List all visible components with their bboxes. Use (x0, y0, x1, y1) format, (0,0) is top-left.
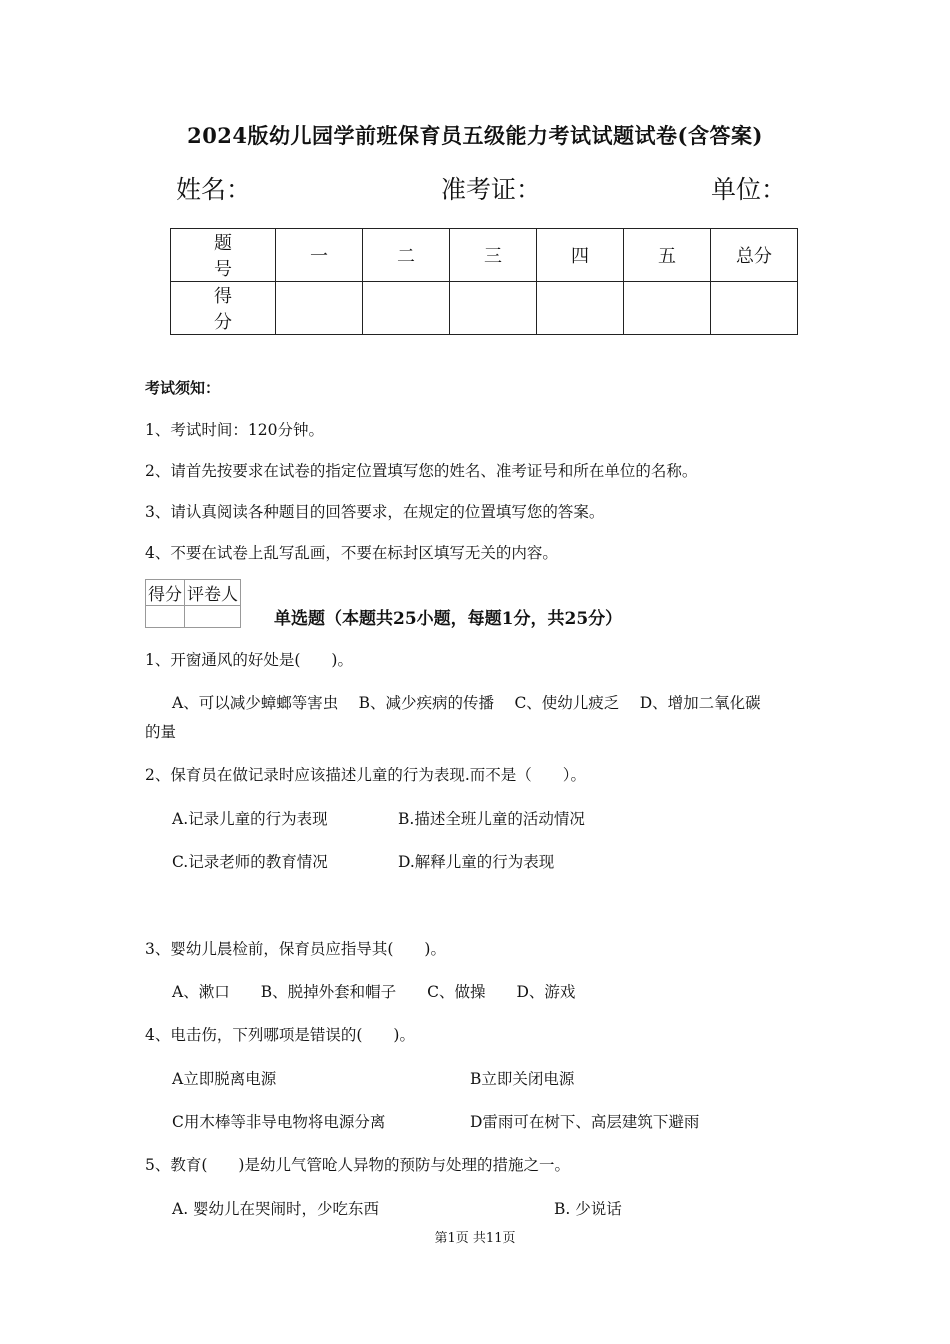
question-2-option-b: B.描述全班儿童的活动情况 (398, 810, 585, 828)
note-item: 2、请首先按要求在试卷的指定位置填写您的姓名、准考证号和所在单位的名称。 (145, 462, 698, 480)
question-4-option-b: B立即关闭电源 (470, 1070, 575, 1088)
score-cell-3 (450, 282, 537, 335)
question-2-stem: 2、保育员在做记录时应该描述儿童的行为表现.而不是（ ）。 (145, 766, 587, 784)
exam-number-field-label: 准考证： (441, 175, 542, 204)
page-footer: 第1页 共11页 (434, 1231, 516, 1246)
question-1-stem: 1、开窗通风的好处是( )。 (145, 651, 353, 669)
score-table-header-row (171, 229, 798, 282)
question-1-options: A、可以减少蟑螂等害虫 B、减少疾病的传播 C、使幼儿疲乏 D、增加二氧化碳 (172, 694, 761, 712)
score-table-header-label: 题 号 (171, 229, 276, 282)
score-table-col-total: 总分 (711, 229, 798, 282)
note-item: 4、不要在试卷上乱写乱画，不要在标封区填写无关的内容。 (145, 544, 558, 562)
question-3-stem: 3、婴幼儿晨检前，保育员应指导其( )。 (145, 940, 446, 958)
question-2-option-c: C.记录老师的教育情况 (172, 853, 328, 871)
score-table (170, 228, 798, 335)
note-item: 3、请认真阅读各种题目的回答要求，在规定的位置填写您的答案。 (145, 503, 605, 521)
grader-box (145, 579, 241, 628)
score-cell-1 (276, 282, 363, 335)
grader-box-grader-label: 评卷人 (185, 580, 241, 606)
page-title: 2024版幼儿园学前班保育员五级能力考试试题试卷(含答案) (187, 123, 763, 148)
score-table-score-row (171, 282, 798, 335)
section-title: 单选题（本题共25小题，每题1分，共25分） (274, 609, 623, 629)
score-table-col-3: 三 (450, 229, 537, 282)
question-4-stem: 4、电击伤，下列哪项是错误的( )。 (145, 1026, 415, 1044)
grader-box-grader-cell (185, 606, 241, 628)
unit-field-label: 单位： (711, 175, 787, 204)
score-table-col-5: 五 (624, 229, 711, 282)
note-item: 1、考试时间：120分钟。 (145, 421, 324, 439)
name-field-label: 姓名： (176, 175, 252, 204)
score-cell-total (711, 282, 798, 335)
score-table-col-2: 二 (363, 229, 450, 282)
question-4-option-c: C用木棒等非导电物将电源分离 (172, 1113, 386, 1131)
question-2-option-a: A.记录儿童的行为表现 (172, 810, 328, 828)
score-table-col-4: 四 (537, 229, 624, 282)
notes-heading: 考试须知： (145, 379, 221, 397)
question-2-option-d: D.解释儿童的行为表现 (398, 853, 555, 871)
score-cell-2 (363, 282, 450, 335)
question-1-options-cont: 的量 (145, 723, 177, 741)
score-table-col-1: 一 (276, 229, 363, 282)
grader-box-score-label: 得分 (146, 580, 185, 606)
question-3-options: A、漱口 B、脱掉外套和帽子 C、做操 D、游戏 (172, 983, 576, 1001)
question-5-option-a: A. 婴幼儿在哭闹时，少吃东西 (172, 1200, 380, 1218)
score-table-score-label: 得 分 (171, 282, 276, 335)
question-4-option-a: A立即脱离电源 (172, 1070, 277, 1088)
question-5-stem: 5、教育( )是幼儿气管呛人异物的预防与处理的措施之一。 (145, 1156, 570, 1174)
score-cell-5 (624, 282, 711, 335)
question-5-option-b: B. 少说话 (554, 1200, 622, 1218)
score-cell-4 (537, 282, 624, 335)
grader-box-score-cell (146, 606, 185, 628)
question-4-option-d: D雷雨可在树下、高层建筑下避雨 (470, 1113, 700, 1131)
